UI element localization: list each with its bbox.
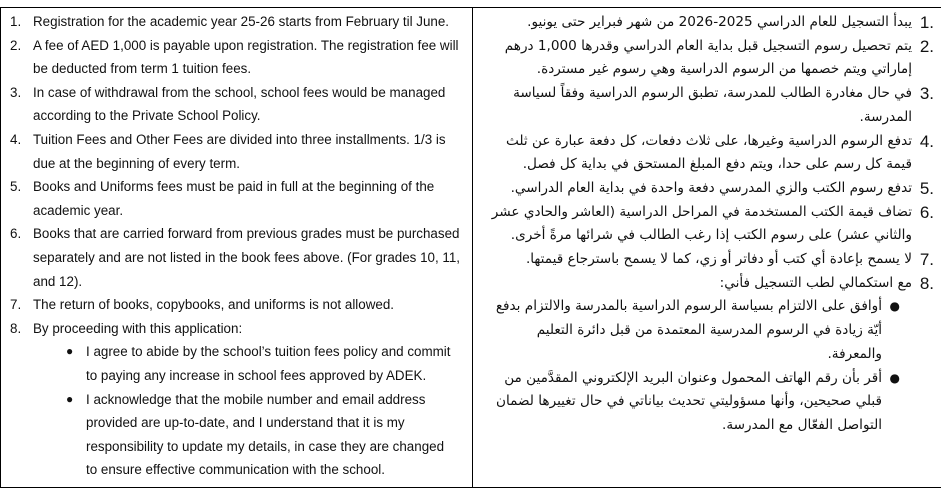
- arabic-term-item: [473, 201, 941, 248]
- arabic-term-item: [473, 35, 941, 82]
- fees-terms-table: [0, 7, 941, 488]
- english-term-item: [1, 317, 472, 482]
- term-text: Tuition Fees and Other Fees are divided into three installments. 1/3 is due at the beginning of every term.: [33, 131, 446, 171]
- term-number: 3.: [919, 84, 934, 104]
- english-agreement-list: [33, 340, 464, 482]
- term-number: 1.: [919, 13, 934, 32]
- english-term-item: [1, 222, 472, 293]
- term-number: 5.: [919, 178, 934, 198]
- term-text: تدفع الرسوم الدراسية وغيرها، على ثلاث دفعات، كل دفعة عبارة عن ثلث قيمة كل رسم على حدا، ويتم دفع المبلغ المستحق في بداية كل فصل.: [506, 132, 912, 173]
- term-text: لا يسمح بإعادة أي كتب أو دفاتر أو زي، كما لا يسمح باسترجاع قيمتها.: [525, 251, 912, 268]
- term-text: يتم تحصيل رسوم التسجيل قبل بداية العام الدراسي وقدرها 1,000 درهم إماراتي ويتم خصمها من الرسوم الدراسية وهي رسوم غير مستردة.: [504, 37, 912, 78]
- term-text: تدفع رسوم الكتب والزي المدرسي دفعة واحدة في بداية العام الدراسي.: [510, 179, 912, 196]
- term-number: 2.: [919, 36, 934, 56]
- agreement-text: أوافق على الالتزام بسياسة الرسوم الدراسية بالمدرسة والالتزام بدفع أيّة زيادة في الرسوم المدرسية المعتمدة من قبل دائرة التعليم والمعرفة.: [495, 298, 882, 362]
- arabic-term-item: [473, 82, 941, 129]
- agreement-text: أقر بأن رقم الهاتف المحمول وعنوان البريد الإلكتروني المقدَّمين من قبلي صحيحين، وأنها مسؤوليتي تحديث بياناتي في حال تغييرها لضمان التواصل الفعّال مع المدرسة.: [496, 369, 882, 433]
- english-term-item: [1, 81, 472, 128]
- term-text: The return of books, copybooks, and uniforms is not allowed.: [33, 297, 394, 313]
- bullet-icon: ●: [889, 370, 900, 385]
- arabic-term-item: [473, 130, 941, 177]
- term-number: 2.: [10, 37, 22, 53]
- term-number: 4.: [10, 131, 22, 147]
- term-text: Books that are carried forward from previous grades must be purchased separately and are not listed in the book fees above. (For grades 10, 11, and 12).: [33, 226, 461, 289]
- english-terms-cell: [1, 8, 473, 488]
- english-term-item: [1, 175, 472, 222]
- arabic-term-item: [473, 177, 941, 201]
- term-number: 6.: [919, 202, 934, 222]
- english-term-item: [1, 128, 472, 175]
- english-term-item: [1, 10, 472, 34]
- arabic-agreement-item: [481, 295, 912, 366]
- term-number: 8.: [10, 320, 22, 336]
- term-text: A fee of AED 1,000 is payable upon registration. The registration fee will be deducted from term 1 tuition fees.: [33, 37, 459, 77]
- arabic-term-item: [473, 11, 941, 35]
- term-number: 6.: [10, 226, 22, 242]
- english-agreement-item: [33, 340, 464, 387]
- english-terms-list: [1, 10, 472, 482]
- english-term-item: [1, 34, 472, 81]
- term-text: تضاف قيمة الكتب المستخدمة في المراحل الدراسية (العاشر والحادي عشر والثاني عشر) على رسوم الكتب إذا رغب الطالب في شرائها مرةً أخرى.: [491, 203, 912, 244]
- arabic-terms-list: [473, 11, 941, 438]
- agreement-text: I acknowledge that the mobile number and email address provided are up-to-date, and I understand that it is my responsibility to update my details, in case they are changed to ensure effective communication with the school.: [86, 391, 445, 478]
- english-agreement-item: [33, 388, 464, 482]
- agreement-text: I agree to abide by the school’s tuition fees policy and commit to paying any increase in school fees approved by ADEK.: [86, 344, 451, 383]
- bullet-icon: ●: [66, 344, 74, 359]
- term-text: In case of withdrawal from the school, school fees would be managed according to the Private School Policy.: [33, 84, 446, 124]
- term-number: 1.: [10, 14, 22, 29]
- arabic-terms-cell: [473, 8, 941, 488]
- term-number: 3.: [10, 84, 22, 100]
- term-text: في حال مغادرة الطالب للمدرسة، تطبق الرسوم الدراسية وفقاً لسياسة المدرسة.: [513, 85, 912, 125]
- arabic-agreement-item: [481, 367, 912, 438]
- terms-row: [1, 8, 941, 488]
- term-text: يبدأ التسجيل للعام الدراسي 2025-2026 من شهر فبراير حتى يونيو.: [527, 14, 912, 30]
- term-text: مع استكمالي لطب التسجيل فأني:: [719, 274, 912, 291]
- bullet-icon: ●: [889, 299, 900, 314]
- term-number: 5.: [10, 179, 22, 195]
- term-number: 8.: [919, 273, 934, 293]
- bullet-icon: ●: [66, 391, 74, 406]
- term-number: 4.: [919, 131, 934, 151]
- arabic-agreement-list: [481, 295, 912, 437]
- english-term-item: [1, 293, 472, 317]
- arabic-term-item: [473, 272, 941, 438]
- term-text: Books and Uniforms fees must be paid in full at the beginning of the academic year.: [33, 179, 435, 218]
- term-text: Registration for the academic year 25-26 starts from February til June.: [33, 14, 450, 29]
- term-text: By proceeding with this application:: [33, 320, 243, 336]
- term-number: 7.: [919, 250, 934, 270]
- arabic-term-item: [473, 248, 941, 272]
- term-number: 7.: [10, 297, 22, 313]
